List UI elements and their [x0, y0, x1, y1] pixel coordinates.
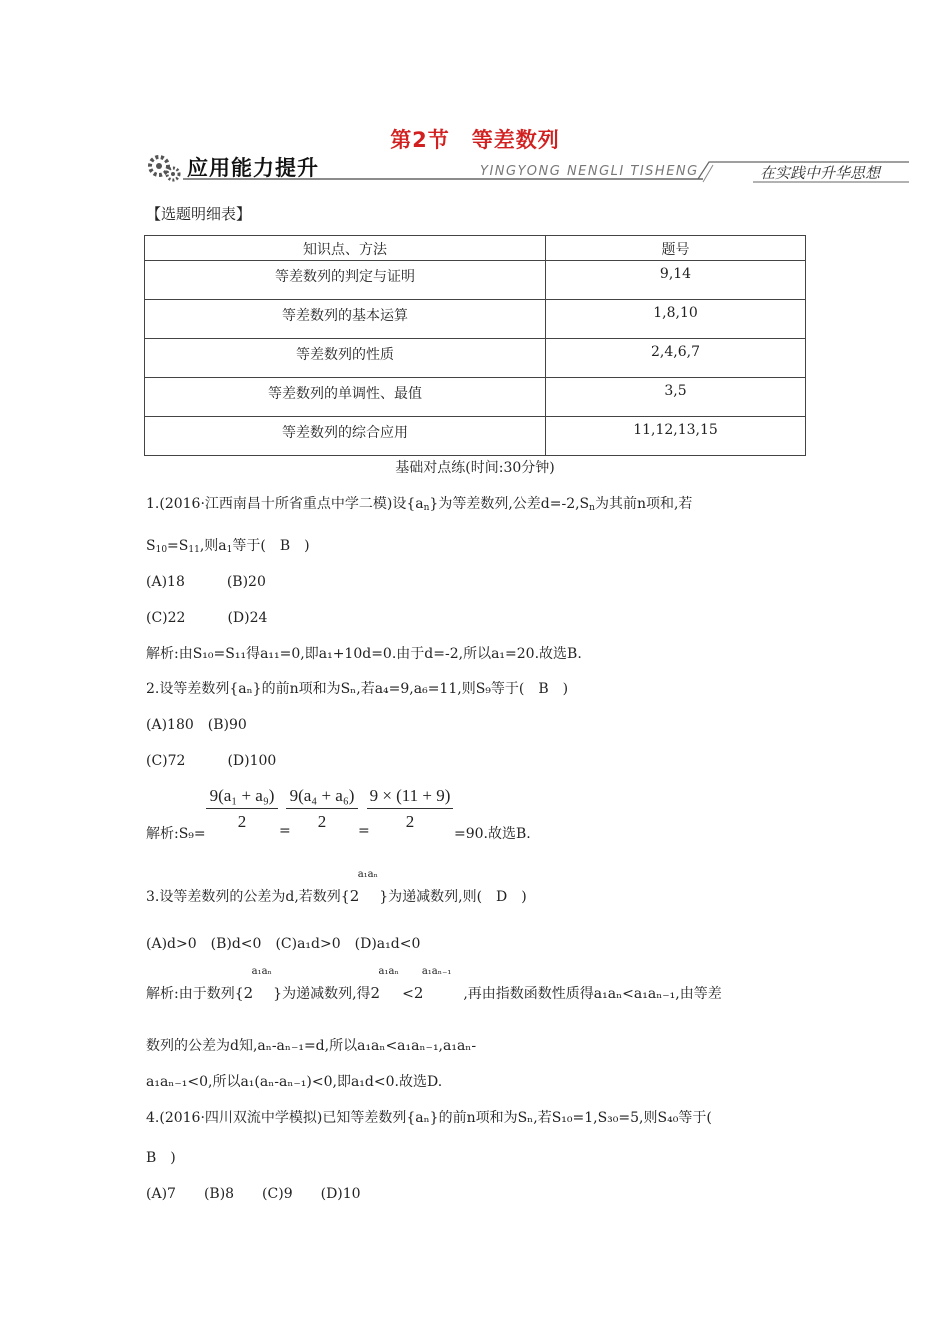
q1-options-cd: (C)22 (D)24	[146, 610, 268, 626]
q2-solution-prefix: 解析:S₉=	[146, 826, 206, 842]
q2-options-cd: (C)72 (D)100	[146, 753, 277, 769]
column-header: 知识点、方法	[145, 236, 546, 261]
fraction-1: $\frac{\text{9(a₁ + a₉)}}{2}$	[206, 786, 278, 832]
banner-slogan: 在实践中升华思想	[760, 164, 881, 182]
table-cell: 等差数列的性质	[145, 339, 546, 378]
detail-table-heading: 【选题明细表】	[146, 205, 252, 223]
section-label: 基础对点练(时间:30分钟)	[395, 460, 555, 476]
table-cell: 等差数列的基本运算	[145, 300, 546, 339]
table-cell: 等差数列的单调性、最值	[145, 378, 546, 417]
q2-solution-suffix: =90.故选B.	[454, 826, 531, 842]
page-title: 第2节 等差数列	[390, 128, 560, 152]
table-cell: 1,8,10	[546, 300, 806, 339]
equals-sign: =	[358, 823, 370, 839]
table-row	[145, 417, 806, 456]
detail-table	[144, 235, 806, 456]
table-cell: 等差数列的判定与证明	[145, 261, 546, 300]
q1-solution: 解析:由S₁₀=S₁₁得a₁₁=0,即a₁+10d=0.由于d=-2,所以a₁=20.故选B.	[146, 646, 582, 662]
table-cell: 2,4,6,7	[546, 339, 806, 378]
equals-sign: =	[279, 823, 291, 839]
q4-options: (A)7 (B)8 (C)9 (D)10	[146, 1186, 361, 1202]
q3-stem: 3.设等差数列的公差为d,若数列{2 a₁aₙ }为递减数列,则( D )	[146, 869, 527, 905]
table-cell: 等差数列的综合应用	[145, 417, 546, 456]
table-header-row	[145, 236, 806, 261]
q4-stem: 4.(2016·四川双流中学模拟)已知等差数列{aₙ}的前n项和为Sₙ,若S₁₀=1,S₃₀=5,则S₄₀等于(	[146, 1110, 712, 1126]
table-row	[145, 339, 806, 378]
gear-icon	[150, 157, 179, 180]
fraction-2: $\frac{\text{9(a₄ + a₆)}}{2}$	[286, 786, 358, 832]
table-row	[145, 261, 806, 300]
q1-options-ab: (A)18 (B)20	[146, 574, 266, 590]
q3-solution-line2: 数列的公差为d知,aₙ-aₙ₋₁=d,所以a₁aₙ<a₁aₙ₋₁,a₁aₙ-	[146, 1038, 477, 1054]
column-header: 题号	[546, 236, 806, 261]
q1-stem-line1: 1.(2016·江西南昌十所省重点中学二模)设$\{a_n\}$为等差数列,公差$d=-2,S_n$为其前n项和,若	[146, 496, 693, 513]
q2-options-ab: (A)180 (B)90	[146, 717, 247, 733]
q3-solution-line3: a₁aₙ₋₁<0,所以a₁(aₙ-aₙ₋₁)<0,即a₁d<0.故选D.	[146, 1074, 443, 1090]
banner-title: 应用能力提升	[187, 156, 319, 180]
table-cell: 9,14	[546, 261, 806, 300]
table-cell: 3,5	[546, 378, 806, 417]
fraction-3: $\frac{9 \times (11 + 9)}{2}$	[367, 786, 453, 832]
q3-options: (A)d>0 (B)d<0 (C)a₁d>0 (D)a₁d<0	[146, 936, 421, 952]
q3-solution-line1: 解析:由于数列{2 a₁aₙ }为递减数列,得2 a₁aₙ <2 a₁aₙ₋₁ ,再由指数函数性质得a₁aₙ<a₁aₙ₋₁,由等差	[146, 966, 722, 1002]
banner-english: YINGYONG NENGLI TISHENG	[480, 164, 699, 179]
q2-stem: 2.设等差数列{aₙ}的前n项和为Sₙ,若a₄=9,a₆=11,则S₉等于( B )	[146, 681, 569, 697]
q4-answer: B )	[146, 1150, 176, 1166]
table-row	[145, 378, 806, 417]
q1-stem-line2: $S_{10}=S_{11}$,则$a_1$等于( B )	[146, 538, 310, 555]
table-cell: 11,12,13,15	[546, 417, 806, 456]
table-row	[145, 300, 806, 339]
